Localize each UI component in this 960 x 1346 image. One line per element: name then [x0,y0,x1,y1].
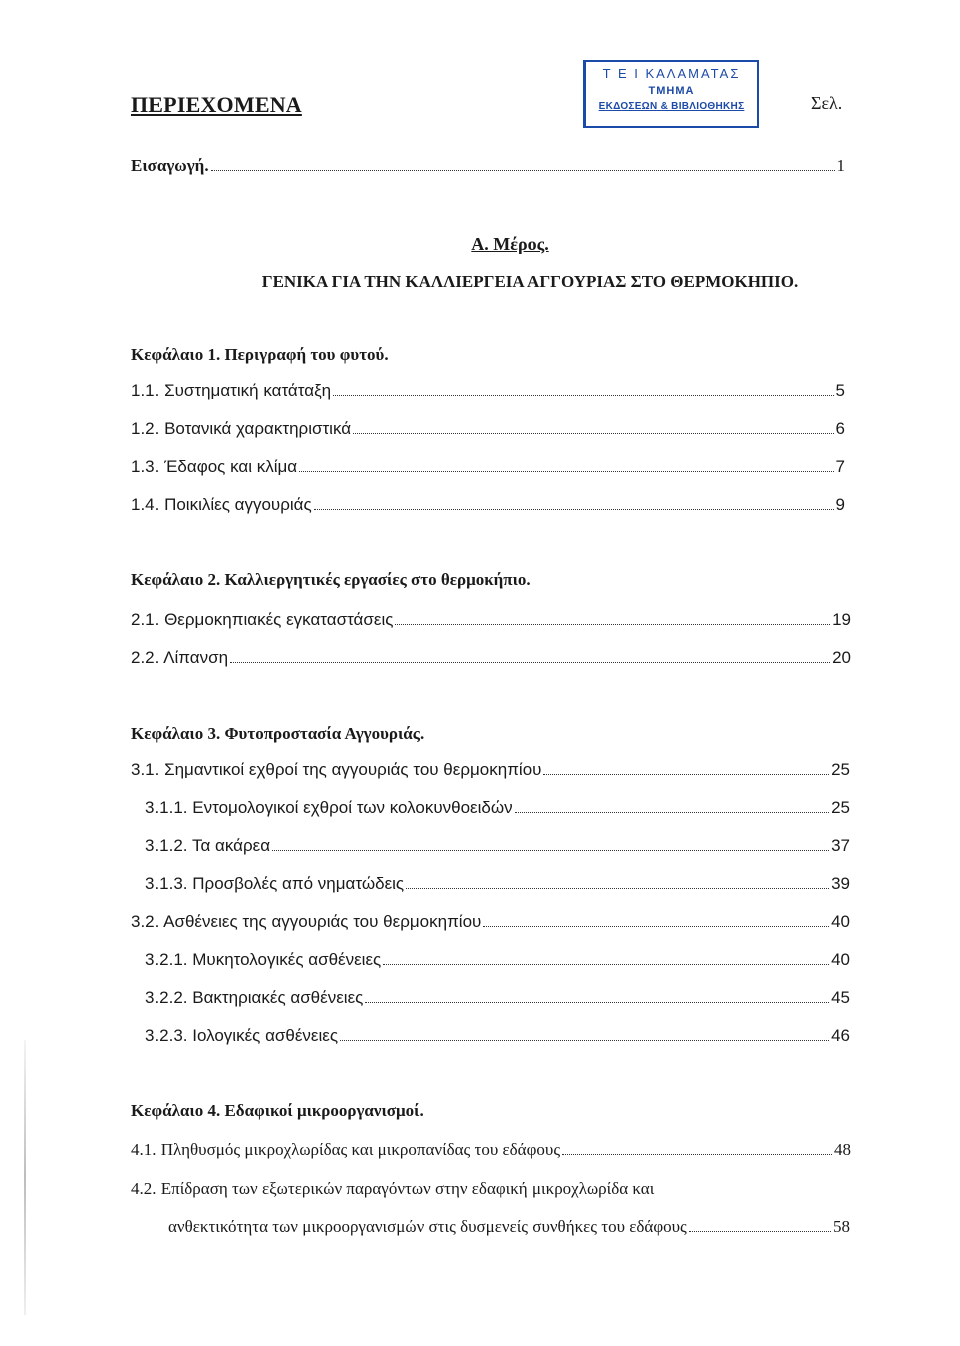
toc-entry-page: 46 [831,1026,850,1045]
toc-entry[interactable] [131,495,845,515]
toc-entry-intro[interactable] [131,156,845,176]
toc-entry-page: 39 [831,874,850,893]
dot-leader [383,964,829,965]
toc-entry[interactable] [145,950,850,970]
chapter-3-heading: Κεφάλαιο 3. Φυτοπροστασία Αγγουριάς. [131,724,425,743]
toc-entry-label: ανθεκτικότητα των μικροοργανισμών στις δυσμενείς συνθήκες του εδάφους [168,1217,687,1236]
toc-entry-label: 3.1. Σημαντικοί εχθροί της αγγουριάς του θερμοκηπίου [131,760,542,779]
page-title: ΠΕΡΙΕΧΟΜΕΝΑ [131,92,302,117]
dot-leader [515,812,829,813]
toc-entry[interactable] [145,988,850,1008]
toc-entry-page: 25 [831,760,850,779]
toc-entry[interactable] [131,419,845,439]
dot-leader [365,1002,829,1003]
dot-leader [353,433,833,434]
toc-entry[interactable] [131,457,845,477]
library-stamp [583,60,759,128]
toc-entry-page: 58 [833,1217,850,1236]
toc-entry[interactable] [131,912,850,932]
toc-entry[interactable] [145,874,850,894]
toc-entry-label: 3.2.3. Ιολογικές ασθένειες [145,1026,339,1045]
dot-leader [406,888,829,889]
toc-entry[interactable] [145,798,850,818]
toc-entry-page: 40 [831,912,850,931]
toc-entry[interactable] [145,836,850,856]
toc-entry[interactable] [145,1026,850,1046]
toc-entry[interactable] [131,381,845,401]
toc-entry-label: 1.3. Έδαφος και κλίμα [131,457,298,476]
toc-entry[interactable] [168,1217,850,1237]
dot-leader [272,850,829,851]
toc-entry-page: 48 [834,1140,851,1159]
stamp-line-2: ΤΜΗΜΑ [648,85,695,97]
page-column-label: Σελ. [811,93,843,113]
dot-leader [314,509,834,510]
toc-entry-label: 2.2. Λίπανση [131,648,229,667]
toc-entry-label: 1.2. Βοτανικά χαρακτηριστικά [131,419,352,438]
chapter-1-heading: Κεφάλαιο 1. Περιγραφή του φυτού. [131,345,389,364]
toc-entry-page: 45 [831,988,850,1007]
part-label [0,234,960,255]
chapter-4-heading: Κεφάλαιο 4. Εδαφικοί μικροοργανισμοί. [131,1101,424,1120]
toc-entry-label: 3.1.2. Τα ακάρεα [145,836,271,855]
toc-entry-page: 5 [835,381,845,400]
toc-entry-page: 20 [832,648,851,667]
toc-entry[interactable] [131,1140,851,1160]
toc-entry-label: 3.2.2. Βακτηριακές ασθένειες [145,988,364,1007]
toc-entry-label: 1.1. Συστηματική κατάταξη [131,381,332,400]
toc-entry[interactable] [131,610,851,630]
dot-leader [340,1040,829,1041]
toc-entry-page: 7 [835,457,845,476]
toc-entry-page: 1 [836,156,845,175]
toc-entry-label: 3.1.3. Προσβολές από νηματώδεις [145,874,405,893]
dot-leader [562,1154,832,1155]
dot-leader [483,926,829,927]
toc-entry-page: 37 [831,836,850,855]
chapter-2-heading: Κεφάλαιο 2. Καλλιεργητικές εργασίες στο θερμοκήπιο. [131,570,531,589]
toc-entry-page: 40 [831,950,850,969]
dot-leader [299,471,833,472]
part-title: ΓΕΝΙΚΑ ΓΙΑ ΤΗΝ ΚΑΛΛΙΕΡΓΕΙΑ ΑΓΓΟΥΡΙΑΣ ΣΤΟ ΘΕΡΜΟΚΗΠΙΟ. [261,272,799,291]
toc-entry-label: 2.1. Θερμοκηπιακές εγκαταστάσεις [131,610,394,629]
dot-leader [211,170,835,171]
toc-entry-label: 1.4. Ποικιλίες αγγουριάς [131,495,312,514]
toc-entry-label: 4.1. Πληθυσμός μικροχλωρίδας και μικροπανίδας του εδάφους [131,1140,561,1159]
stamp-line-1: Τ Ε Ι ΚΑΛΑΜΑΤΑΣ [602,66,741,81]
part-label-text: Α. Μέρος. [471,234,549,254]
dot-leader [230,662,830,663]
toc-entry-page: 9 [835,495,845,514]
toc-entry-page: 25 [831,798,850,817]
toc-entry-label: Εισαγωγή. [131,156,209,175]
toc-entry[interactable] [131,760,850,780]
dot-leader [395,624,830,625]
toc-entry-label[interactable]: 4.2. Επίδραση των εξωτερικών παραγόντων στην εδαφική μικροχλωρίδα και [131,1179,655,1198]
toc-entry-page: 19 [832,610,851,629]
toc-entry-label: 3.2.1. Μυκητολογικές ασθένειες [145,950,382,969]
toc-entry[interactable] [131,648,851,668]
dot-leader [689,1231,831,1232]
toc-entry-label: 3.2. Ασθένειες της αγγουριάς του θερμοκηπίου [131,912,482,931]
scan-artifact-line [24,1040,26,1315]
dot-leader [333,395,833,396]
dot-leader [543,774,829,775]
toc-entry-page: 6 [835,419,845,438]
stamp-line-3: ΕΚΔΟΣΕΩΝ & ΒΙΒΛΙΟΘΗΚΗΣ [598,101,745,112]
toc-entry-label: 3.1.1. Εντομολογικοί εχθροί των κολοκυνθοειδών [145,798,513,817]
